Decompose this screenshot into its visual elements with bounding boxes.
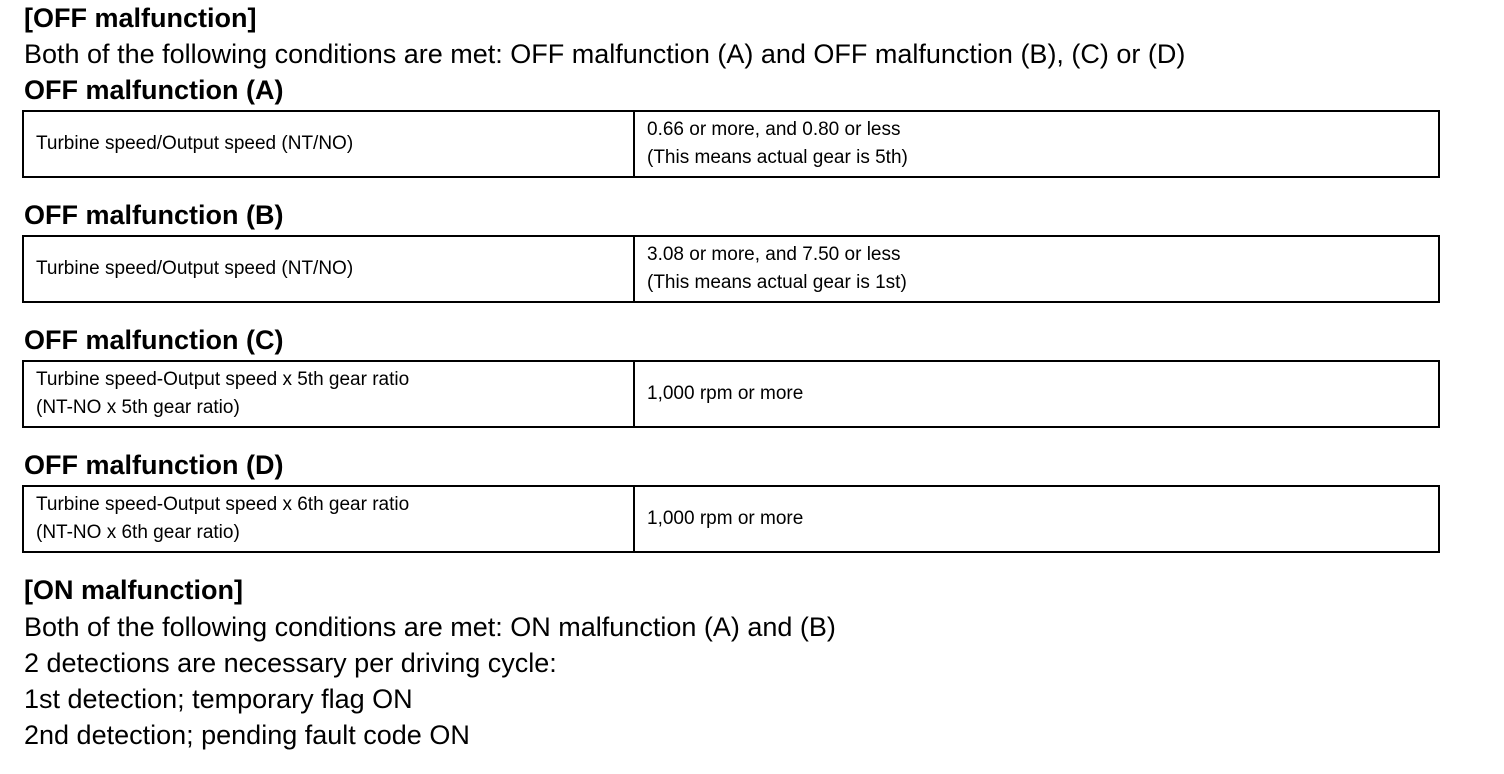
on-malfunction-line: 1st detection; temporary flag ON (24, 684, 413, 714)
off-malfunction-c-table (22, 360, 1440, 428)
table-row (23, 361, 1439, 427)
table-row (23, 236, 1439, 302)
off-malfunction-c-heading: OFF malfunction (C) (24, 325, 284, 355)
condition-cell: 0.66 or more, and 0.80 or less (This means actual gear is 5th) (634, 111, 1439, 177)
table-row (23, 486, 1439, 552)
off-malfunction-a-table (22, 110, 1440, 178)
condition-cell: 3.08 or more, and 7.50 or less (This means actual gear is 1st) (634, 236, 1439, 302)
on-malfunction-line: 2 detections are necessary per driving cycle: (24, 648, 557, 678)
parameter-cell: Turbine speed/Output speed (NT/NO) (23, 111, 634, 177)
off-malfunction-b-table (22, 235, 1440, 303)
off-malfunction-heading: [OFF malfunction] (24, 3, 257, 33)
off-malfunction-intro: Both of the following conditions are met: OFF malfunction (A) and OFF malfunction (B), (C) or (D) (24, 39, 1186, 69)
condition-cell: 1,000 rpm or more (634, 361, 1439, 427)
table-row (23, 111, 1439, 177)
on-malfunction-line: Both of the following conditions are met: ON malfunction (A) and (B) (24, 612, 836, 642)
parameter-cell: Turbine speed-Output speed x 6th gear ratio (NT-NO x 6th gear ratio) (23, 486, 634, 552)
off-malfunction-b-heading: OFF malfunction (B) (24, 200, 284, 230)
condition-cell: 1,000 rpm or more (634, 486, 1439, 552)
on-malfunction-heading: [ON malfunction] (24, 575, 243, 605)
off-malfunction-a-heading: OFF malfunction (A) (24, 75, 284, 105)
off-malfunction-d-table (22, 485, 1440, 553)
on-malfunction-line: 2nd detection; pending fault code ON (24, 720, 470, 750)
parameter-cell: Turbine speed-Output speed x 5th gear ratio (NT-NO x 5th gear ratio) (23, 361, 634, 427)
parameter-cell: Turbine speed/Output speed (NT/NO) (23, 236, 634, 302)
off-malfunction-d-heading: OFF malfunction (D) (24, 450, 284, 480)
